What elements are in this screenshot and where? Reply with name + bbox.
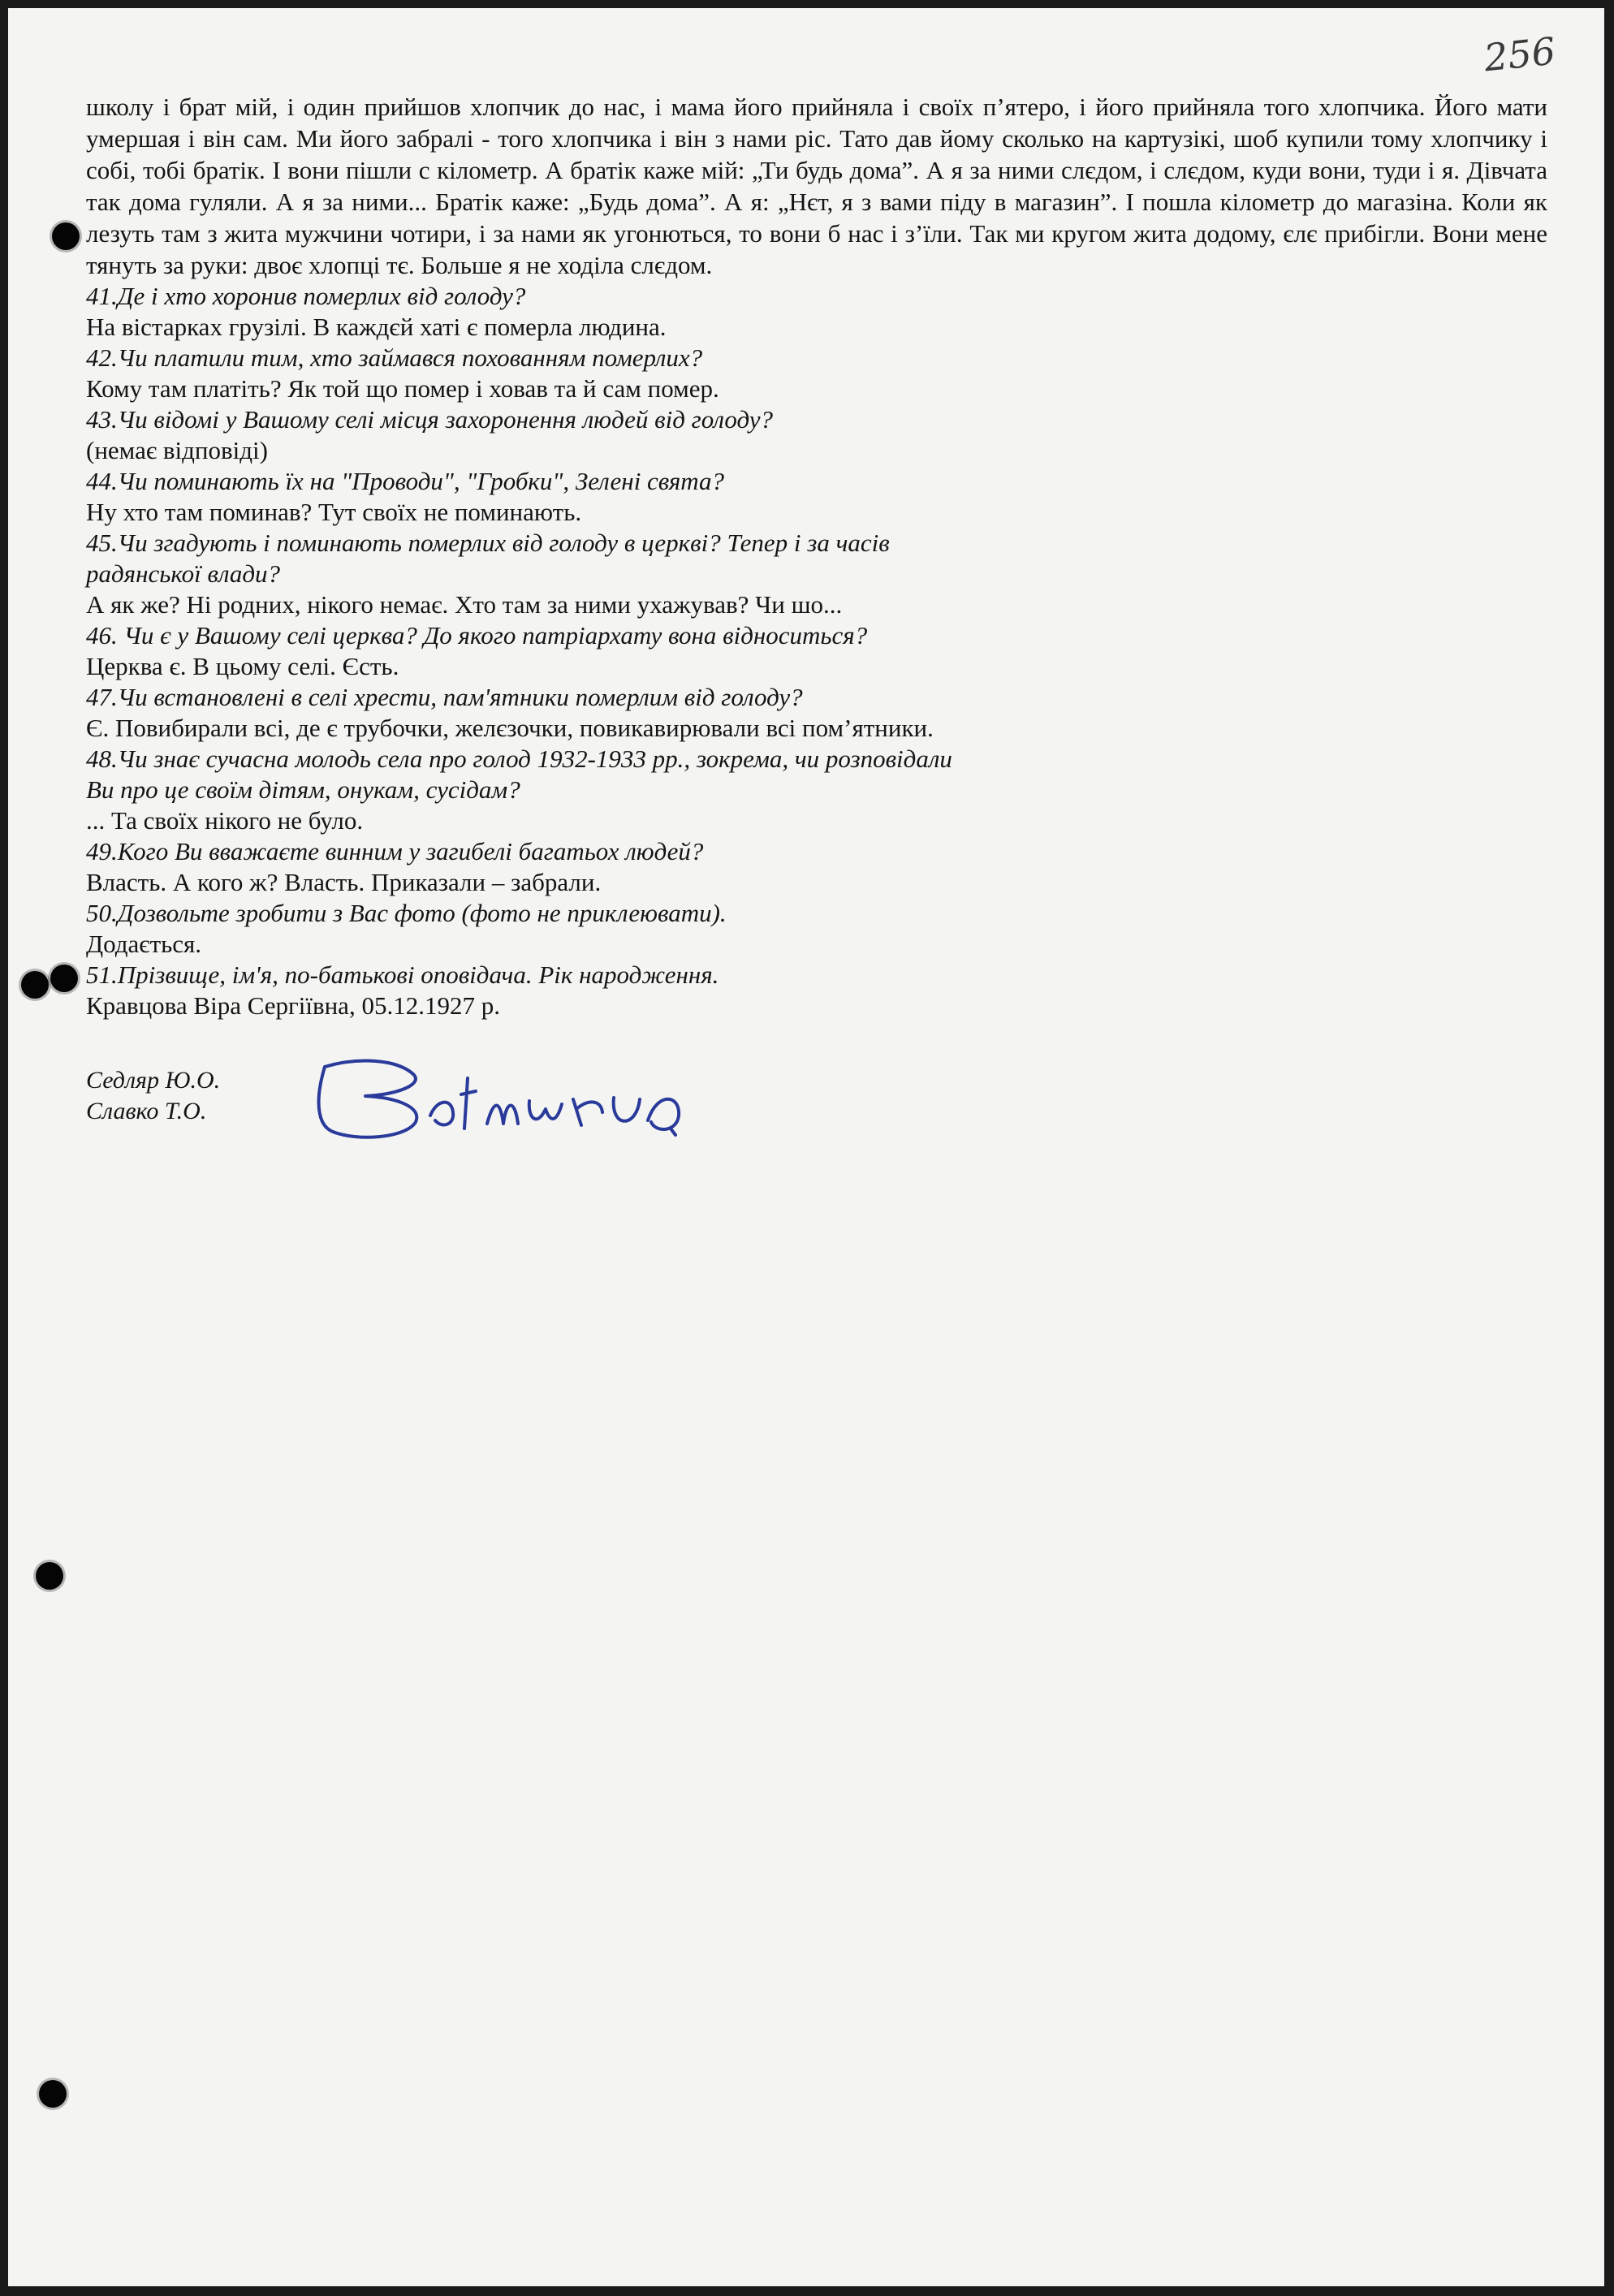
question-45: 45.Чи згадують і поминають померлих від голоду в церкві? Тепер і за часів радянської влади?	[86, 529, 890, 588]
answer-41: На вістарках грузілі. В каждєй хаті є померла людина.	[86, 313, 667, 341]
answer-50: Додається.	[86, 930, 202, 958]
answer-51: Кравцова Віра Сергіївна, 05.12.1927 р.	[86, 991, 500, 1020]
punch-hole	[36, 1562, 63, 1590]
page-number: 256	[1482, 28, 1558, 80]
punch-hole	[52, 222, 80, 250]
question-49: 49.Кого Ви вважаєте винним у загибелі багатьох людей?	[86, 837, 704, 865]
question-42: 42.Чи платили тим, хто займався похованням померлих?	[86, 343, 703, 372]
question-41: 41.Де і хто хоронив померлих від голоду?	[86, 282, 526, 310]
handwritten-signature	[309, 1051, 698, 1148]
question-44: 44.Чи поминають їх на "Проводи", "Гробки", Зелені свята?	[86, 467, 725, 495]
question-51: 51.Прізвище, ім'я, по-батькові оповідача. Рік народження.	[86, 960, 719, 989]
punch-hole	[21, 971, 49, 999]
answer-49: Власть. А кого ж? Власть. Приказали – забрали.	[86, 868, 602, 896]
answer-44: Ну хто там поминав? Тут своїх не поминають.	[86, 498, 582, 526]
question-50: 50.Дозвольте зробити з Вас фото (фото не приклеювати).	[86, 899, 727, 927]
question-43: 43.Чи відомі у Вашому селі місця захоронення людей від голоду?	[86, 405, 773, 434]
punch-hole	[39, 2080, 67, 2108]
answer-48: ... Та своїх нікого не було.	[86, 806, 364, 835]
author-name: Седляр Ю.О.	[86, 1067, 221, 1094]
document-body	[86, 91, 1547, 1021]
authors-block	[86, 1065, 220, 1127]
answer-42: Кому там платіть? Як той що помер і ховав та й сам помер.	[86, 374, 719, 403]
answer-46: Церква є. В цьому селі. Єсть.	[86, 652, 399, 680]
answer-43: (немає відповіді)	[86, 436, 268, 464]
answer-47: Є. Повибирали всі, де є трубочки, желєзочки, повикавирювали всі пом’ятники.	[86, 714, 934, 742]
answer-45: А як же? Ні родних, нікого немає. Хто там за ними ухажував? Чи шо...	[86, 590, 843, 619]
question-46: 46. Чи є у Вашому селі церква? До якого патріархату вона відноситься?	[86, 621, 868, 650]
author-name: Славко Т.О.	[86, 1098, 207, 1124]
interview-paragraph: школу і брат мій, і один прийшов хлопчик до нас, і мама його прийняла і своїх п’ятеро, і його прийняла того хлопчика. Його мати умершая і він сам. Ми його забралі - того хлопчика і він з нами ріс. Тато дав йому сколько на картузікі, шоб купили тому хлопчику і собі, тобі братік. І вони пішли с кілометр. А братік каже мій: „Ти будь дома”. А я за ними слєдом, і слєдом, куди вони, туди і я. Дівчата так дома гуляли. А я за ними... Братік каже: „Будь дома”. А я: „Нєт, я з вами піду в магазин”. І пошла кілометр до магазіна. Коли як лезуть там з жита мужчини чотири, і за нами як угонються, то вони б нас і з’їли. Так ми кругом жита додому, єлє прибігли. Вони мене тянуть за руки: двоє хлопці тє. Больше я не ходіла слєдом.	[86, 93, 1547, 279]
question-47: 47.Чи встановлені в селі хрести, пам'ятники померлим від голоду?	[86, 683, 803, 711]
document-page	[8, 8, 1604, 2286]
question-48: 48.Чи знає сучасна молодь села про голод 1932-1933 рр., зокрема, чи розповідали Ви про це своїм дітям, онукам, сусідам?	[86, 744, 952, 804]
